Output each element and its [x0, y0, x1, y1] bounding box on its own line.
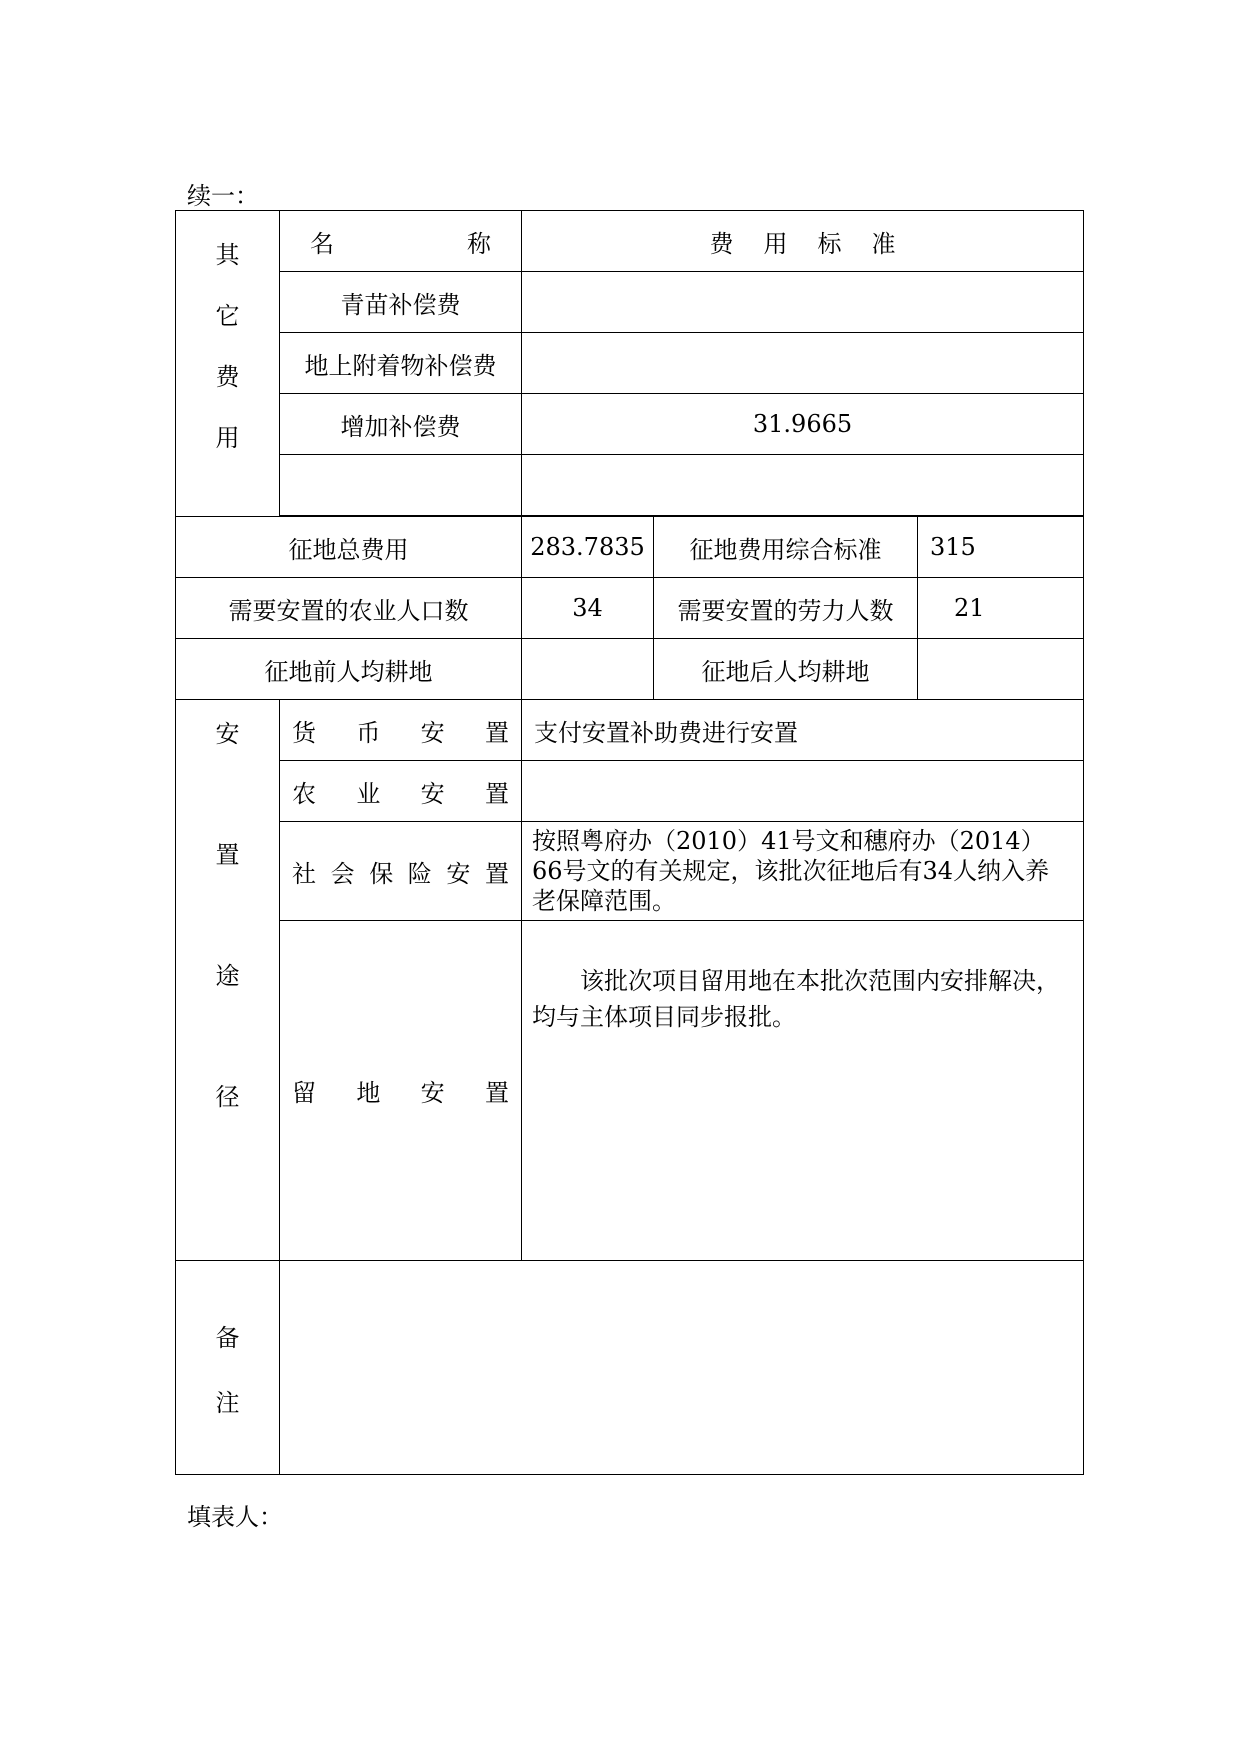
other-fees-group-label	[176, 211, 280, 517]
labor-count-label: 需要安置的劳力人数	[654, 578, 918, 639]
total-cost-value: 283.7835	[522, 517, 654, 578]
composite-standard-value: 315	[918, 517, 1084, 578]
fee-name-cell: 地上附着物补偿费	[280, 333, 522, 394]
resettlement-group-label	[176, 700, 280, 1261]
after-farmland-label: 征地后人均耕地	[654, 639, 918, 700]
reserved-land-resettlement-value: 该批次项目留用地在本批次范围内安排解决，均与主体项目同步报批。	[522, 921, 1084, 1261]
remarks-label	[176, 1261, 280, 1475]
monetary-resettlement-value: 支付安置补助费进行安置	[522, 700, 1084, 761]
header-name-char: 名	[310, 229, 334, 258]
header-standard-char: 费	[709, 229, 734, 258]
continuation-caption: 续一：	[187, 182, 259, 210]
before-farmland-label: 征地前人均耕地	[176, 639, 522, 700]
remarks-value	[280, 1261, 1084, 1475]
fee-standard-cell	[522, 272, 1084, 333]
resettlement-char: 径	[215, 1083, 240, 1111]
other-fees-char: 费	[215, 362, 240, 391]
other-fees-char: 用	[215, 423, 240, 452]
filled-by-caption: 填表人：	[187, 1503, 283, 1531]
fee-standard-cell	[522, 333, 1084, 394]
labor-count-value: 21	[918, 578, 1084, 639]
fee-name-cell	[280, 455, 522, 516]
resettlement-char: 安	[215, 720, 240, 748]
fee-standard-cell	[522, 455, 1084, 516]
monetary-resettlement-label: 货 币 安 置	[280, 700, 522, 761]
fee-standard-cell: 31.9665	[522, 394, 1084, 455]
agri-population-value: 34	[522, 578, 654, 639]
other-fees-char: 其	[215, 240, 240, 269]
resettlement-char: 置	[215, 841, 240, 869]
other-fees-char: 它	[215, 301, 240, 330]
fee-name-cell: 增加补偿费	[280, 394, 522, 455]
after-farmland-value	[918, 639, 1084, 700]
land-acquisition-form-table	[175, 210, 1084, 1475]
composite-standard-label: 征地费用综合标准	[654, 517, 918, 578]
agriculture-resettlement-value	[522, 761, 1084, 822]
remarks-char: 备	[215, 1323, 240, 1352]
total-cost-label: 征地总费用	[176, 517, 522, 578]
header-standard-char: 准	[871, 229, 896, 258]
header-standard-char: 用	[763, 229, 788, 258]
header-standard-char: 标	[817, 229, 842, 258]
agriculture-resettlement-label: 农 业 安 置	[280, 761, 522, 822]
reserved-land-resettlement-label: 留 地 安 置	[280, 921, 522, 1261]
social-insurance-resettlement-value: 按照粤府办（2010）41号文和穗府办（2014）66号文的有关规定，该批次征地后有34人纳入养老保障范围。	[522, 822, 1084, 921]
before-farmland-value	[522, 639, 654, 700]
header-name	[280, 211, 522, 272]
social-insurance-resettlement-label: 社 会 保 险 安 置	[280, 822, 522, 921]
remarks-char: 注	[215, 1388, 240, 1417]
header-standard	[522, 211, 1084, 272]
header-name-char: 称	[467, 229, 491, 258]
agri-population-label: 需要安置的农业人口数	[176, 578, 522, 639]
fee-name-cell: 青苗补偿费	[280, 272, 522, 333]
resettlement-char: 途	[215, 962, 240, 990]
